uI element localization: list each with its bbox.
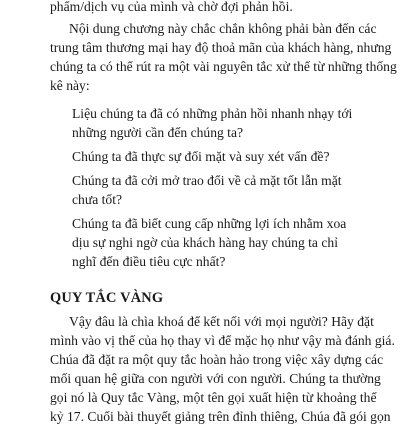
section-heading: QUY TẮC VÀNG: [50, 290, 164, 306]
body-paragraph-line-2: mình vào vị thế của họ thay vì để mặc họ như vậy mà đánh giá.: [50, 333, 395, 348]
body-paragraph-line-4: mối quan hệ giữa con người với con người. Chúng ta thường: [50, 371, 381, 386]
question-2-line-1: Chúng ta đã thực sự đối mặt và suy xét vấn đề?: [72, 149, 330, 164]
intro-paragraph-line-1: Nội dung chương này chắc chắn không phải bàn đến các: [69, 21, 377, 36]
carryover-line: phẩm/dịch vụ của mình và chờ đợi phản hồi.: [50, 0, 293, 14]
body-paragraph-line-5: gọi nó là Quy tắc Vàng, một tên gọi xuất hiện từ khoảng thế: [50, 390, 377, 405]
question-3-line-1: Chúng ta đã cởi mở trao đổi về cả mặt tốt lẫn mặt: [72, 173, 342, 188]
question-1-line-1: Liệu chúng ta đã có những phản hồi nhanh nhạy tới: [72, 106, 353, 121]
intro-paragraph-line-2: trung tâm thương mại hay độ thoả mãn của khách hàng, nhưng: [50, 40, 392, 55]
question-4-line-1: Chúng ta đã biết cung cấp những lợi ích nhằm xoa: [72, 216, 347, 231]
question-1-line-2: những người cần đến chúng ta?: [72, 125, 244, 140]
intro-paragraph-line-3: chúng ta có thể rút ra một vài nguyên tắc xử thế từ những thống: [50, 59, 397, 74]
body-paragraph-line-3: Chúa đã đặt ra một quy tắc hoàn hảo trong việc xây dựng các: [50, 352, 384, 367]
question-4-line-3: nghĩ đến điều tiêu cực nhất?: [72, 254, 226, 269]
intro-paragraph-line-4: kê này:: [50, 78, 90, 93]
question-4-line-2: dịu sự nghi ngờ của khách hàng hay chúng ta chỉ: [72, 235, 338, 250]
body-paragraph-line-6: kỷ 17. Cuối bài thuyết giảng trên đỉnh thiêng, Chúa đã gói gọn: [50, 409, 391, 424]
question-3-line-2: chưa tốt?: [72, 192, 123, 207]
body-paragraph-line-1: Vậy đâu là chìa khoá để kết nối với mọi người? Hãy đặt: [69, 314, 374, 329]
